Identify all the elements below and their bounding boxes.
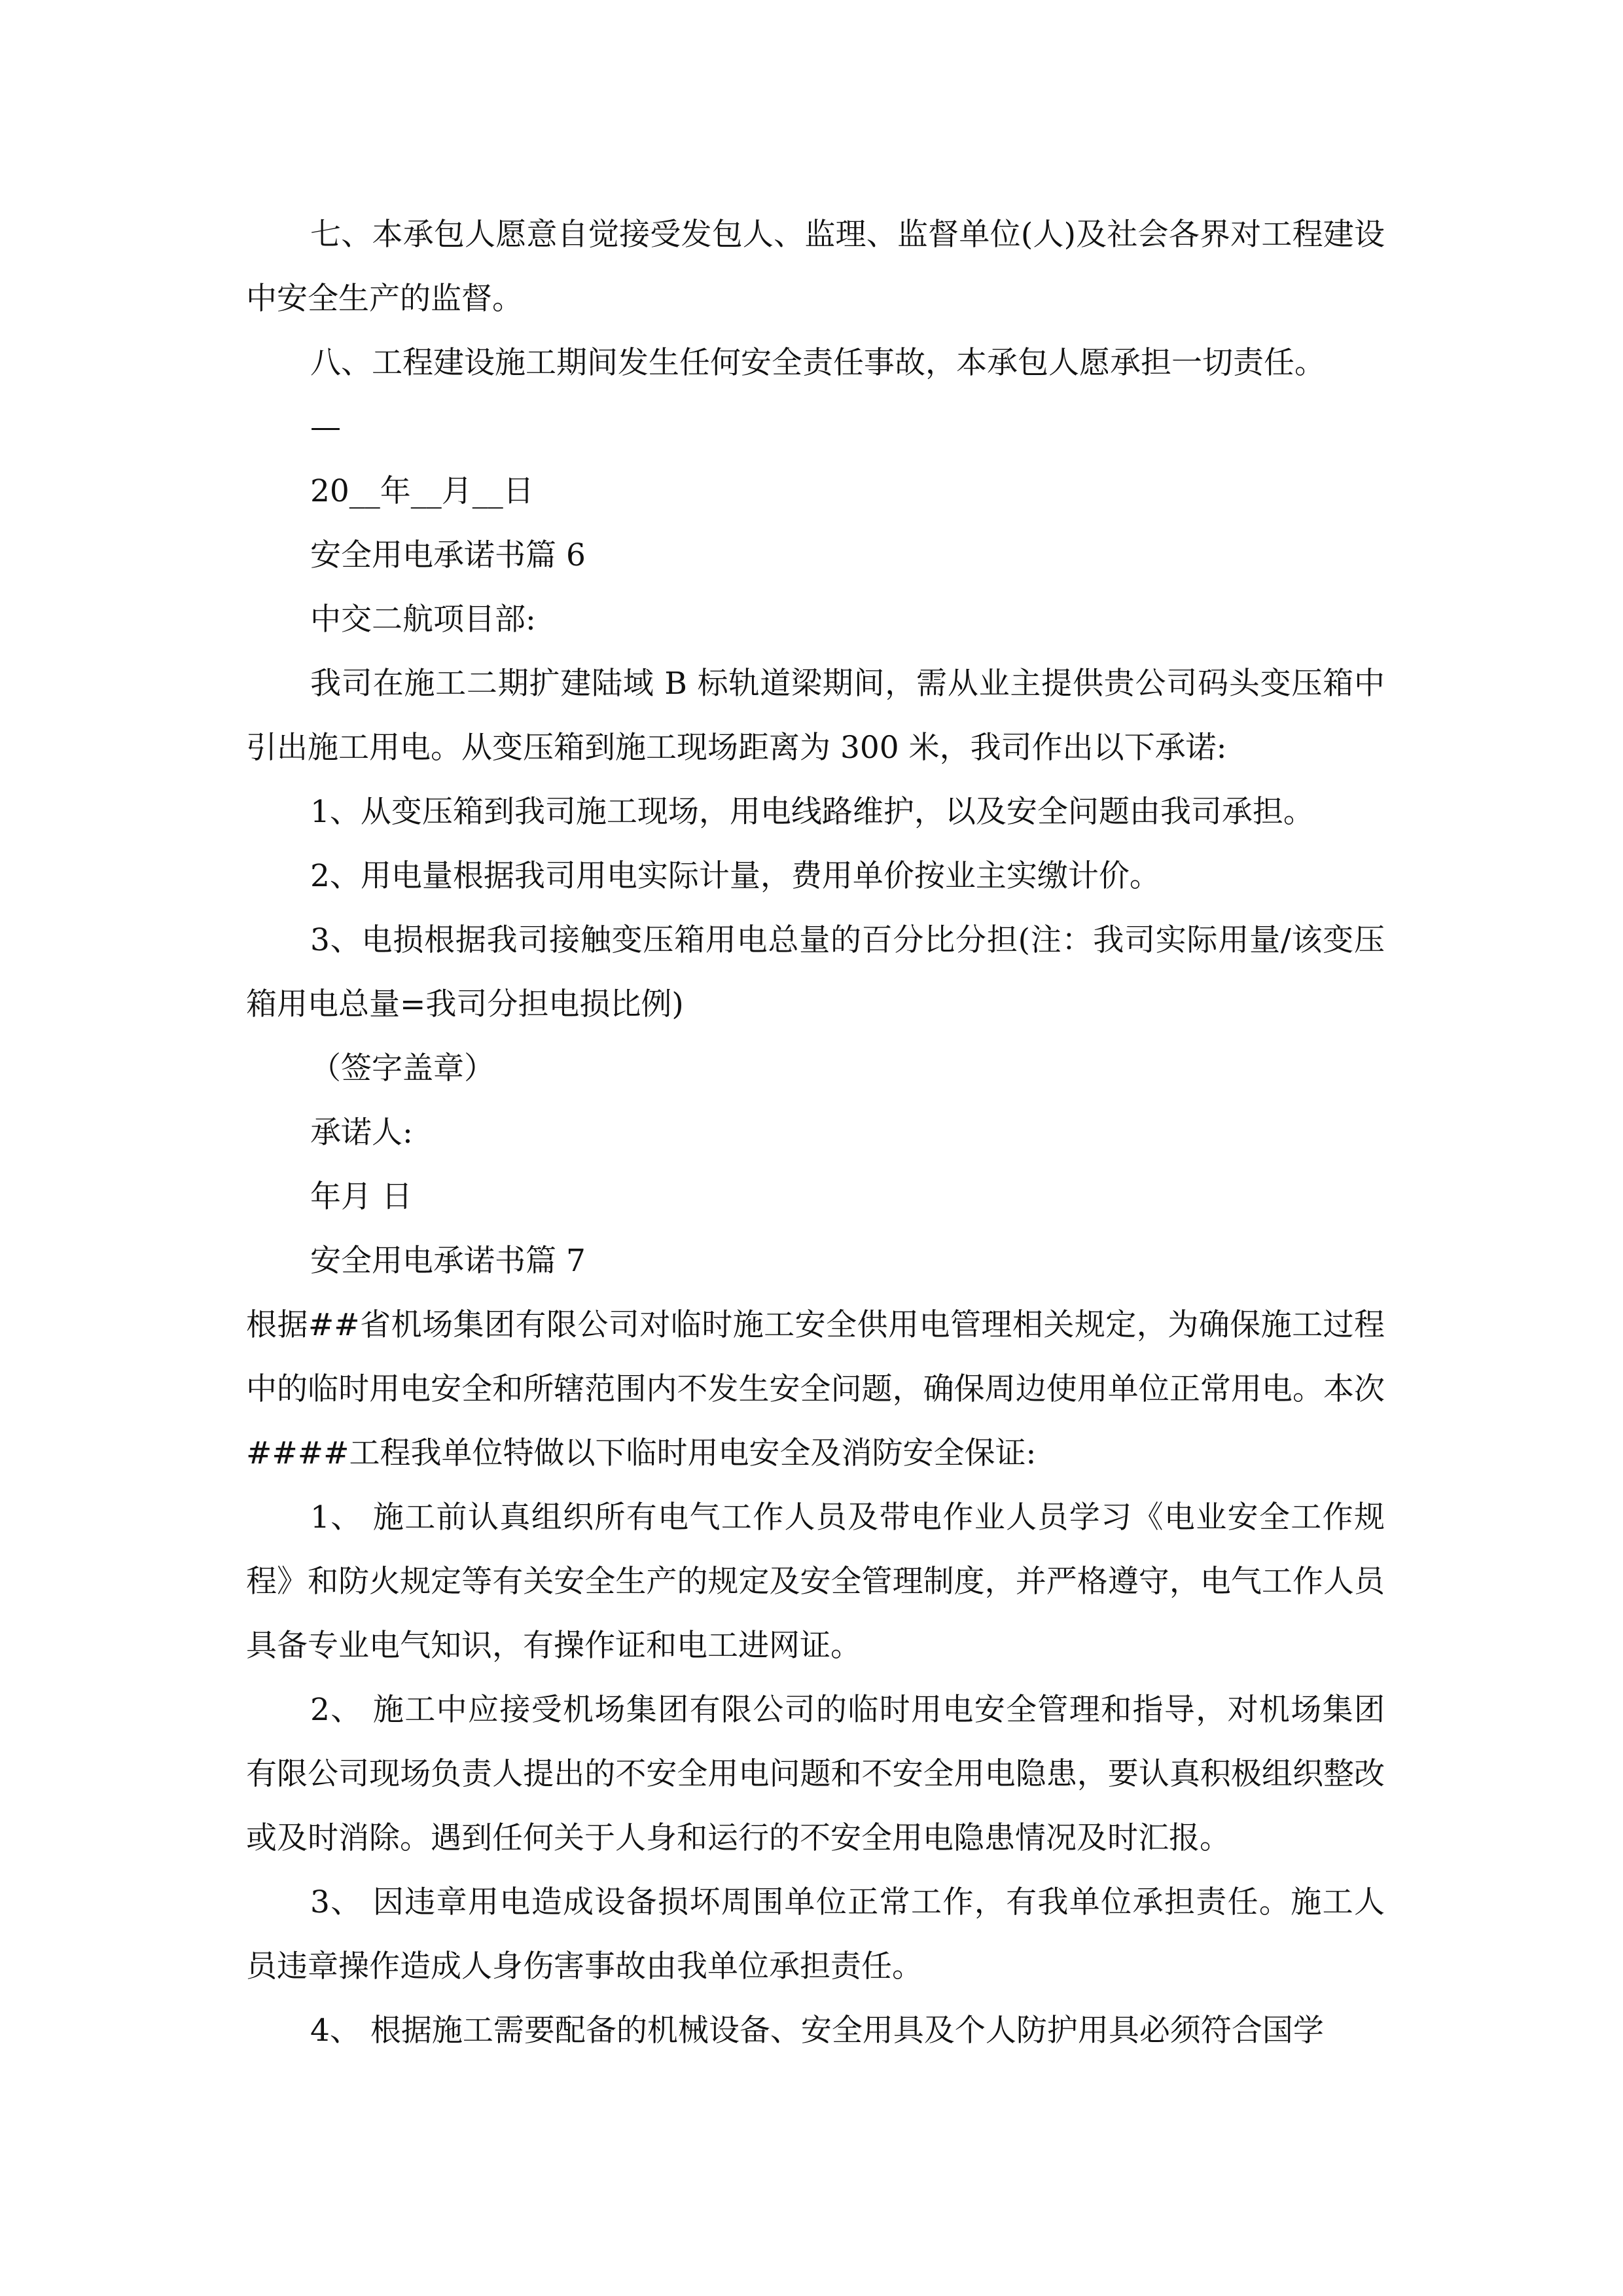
paragraph-item-1: 1、从变压箱到我司施工现场，用电线路维护，以及安全问题由我司承担。 xyxy=(310,794,1314,830)
paragraph-intro-6: 我司在施工二期扩建陆域 B 标轨道梁期间，需从业主提供贵公司码头变压箱中引出施工用电。从变压箱到施工现场距离为 300 米，我司作出以下承诺: xyxy=(246,666,1385,766)
paragraph-item-3: 3、电损根据我司接触变压箱用电总量的百分比分担(注：我司实际用量/该变压箱用电总量=我司分担电损比例) xyxy=(246,922,1385,1022)
paragraph-item-7-2: 2、 施工中应接受机场集团有限公司的临时用电安全管理和指导，对机场集团有限公司现场负责人提出的不安全用电问题和不安全用电隐患，要认真积极组织整改或及时消除。遇到任何关于人身和运行的不安全用电隐患情况及时汇报。 xyxy=(246,1692,1385,1856)
signature-dash: — xyxy=(310,409,341,445)
promisor-label: 承诺人: xyxy=(310,1115,413,1151)
paragraph-clause-8: 八、工程建设施工期间发生任何安全责任事故，本承包人愿承担一切责任。 xyxy=(310,345,1325,381)
signature-seal-note: （签字盖章） xyxy=(310,1050,495,1086)
paragraph-item-7-1: 1、 施工前认真组织所有电气工作人员及带电作业人员学习《电业安全工作规程》和防火规定等有关安全生产的规定及安全管理制度，并严格遵守，电气工作人员具备专业电气知识，有操作证和电工进网证。 xyxy=(246,1499,1385,1664)
paragraph-clause-7: 七、本承包人愿意自觉接受发包人、监理、监督单位(人)及社会各界对工程建设中安全生产的监督。 xyxy=(246,217,1385,317)
paragraph-item-7-4: 4、 根据施工需要配备的机械设备、安全用具及个人防护用具必须符合国学 xyxy=(310,2013,1324,2049)
addressee: 中交二航项目部: xyxy=(310,601,536,637)
paragraph-item-2: 2、用电量根据我司用电实际计量，费用单价按业主实缴计价。 xyxy=(310,858,1160,894)
date-line-2: 年月 日 xyxy=(310,1179,412,1215)
paragraph-item-7-3: 3、 因违章用电造成设备损坏周围单位正常工作，有我单位承担责任。施工人员违章操作造成人身伤害事故由我单位承担责任。 xyxy=(246,1884,1385,1984)
document-body xyxy=(246,203,1385,2063)
date-line: 20__年__月__日 xyxy=(310,473,534,509)
paragraph-intro-7: 根据##省机场集团有限公司对临时施工安全供用电管理相关规定，为确保施工过程中的临时用电安全和所辖范围内不发生安全问题，确保周边使用单位正常用电。本次####工程我单位特做以下临时用电安全及消防安全保证: xyxy=(246,1307,1385,1471)
section-title-6: 安全用电承诺书篇 6 xyxy=(310,537,586,573)
section-title-7: 安全用电承诺书篇 7 xyxy=(310,1243,586,1279)
